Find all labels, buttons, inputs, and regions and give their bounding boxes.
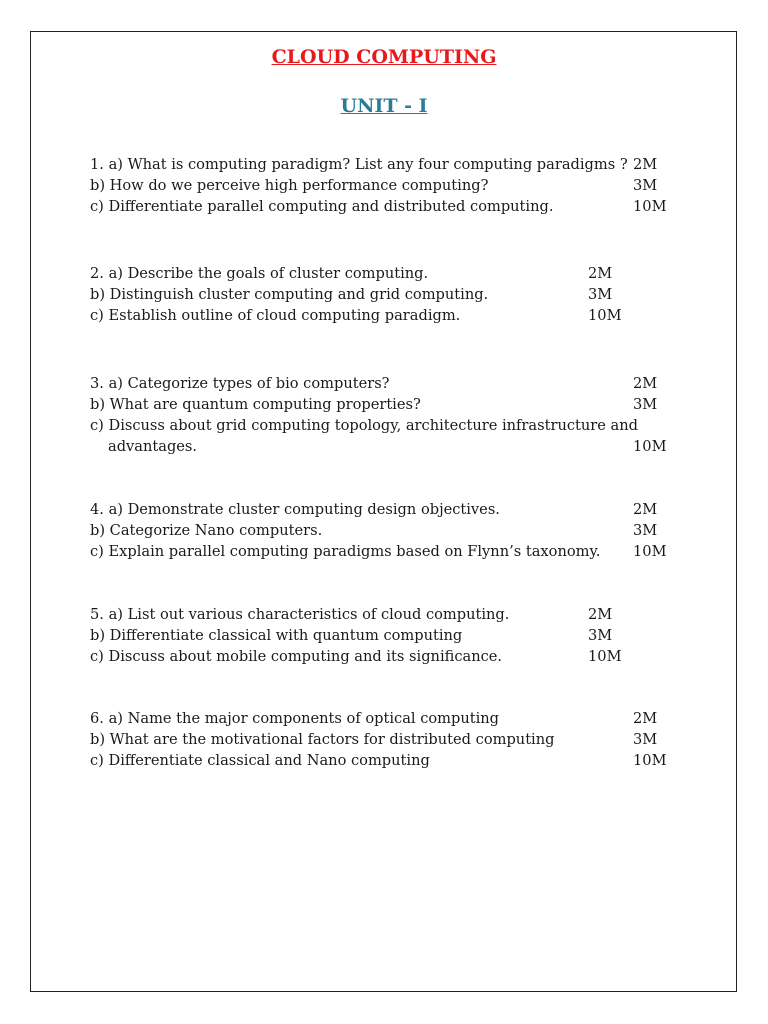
- question-3a-marks: 2M: [633, 375, 658, 392]
- question-6c-marks: 10M: [633, 752, 667, 769]
- question-3b-marks: 3M: [633, 396, 658, 413]
- question-4a-marks: 2M: [633, 501, 658, 518]
- question-5a-text: 5. a) List out various characteristics of cloud computing.: [90, 606, 510, 623]
- question-1c-marks: 10M: [633, 198, 667, 215]
- question-5a-marks: 2M: [588, 606, 613, 623]
- question-2a-marks: 2M: [588, 265, 613, 282]
- question-5c-text: c) Discuss about mobile computing and its significance.: [90, 648, 503, 665]
- question-3c-continuation: advantages.: [108, 438, 198, 455]
- question-3a-text: 3. a) Categorize types of bio computers?: [90, 375, 390, 392]
- question-5c-marks: 10M: [588, 648, 622, 665]
- question-6b-marks: 3M: [633, 731, 658, 748]
- question-3c-marks: 10M: [633, 438, 667, 455]
- question-2c-marks: 10M: [588, 307, 622, 324]
- question-6a-text: 6. a) Name the major components of optical computing: [90, 710, 500, 727]
- question-6a-marks: 2M: [633, 710, 658, 727]
- question-1c-text: c) Differentiate parallel computing and distributed computing.: [90, 198, 554, 215]
- question-1b-text: b) How do we perceive high performance computing?: [90, 177, 489, 194]
- question-1a-text: 1. a) What is computing paradigm? List any four computing paradigms ?: [90, 156, 628, 173]
- question-2b-text: b) Distinguish cluster computing and grid computing.: [90, 286, 489, 303]
- question-4c-marks: 10M: [633, 543, 667, 560]
- document-title: CLOUD COMPUTING: [271, 46, 497, 68]
- unit-heading: UNIT - I: [340, 95, 428, 117]
- question-6b-text: b) What are the motivational factors for distributed computing: [90, 731, 555, 748]
- question-4b-marks: 3M: [633, 522, 658, 539]
- question-3b-text: b) What are quantum computing properties?: [90, 396, 421, 413]
- question-5b-text: b) Differentiate classical with quantum computing: [90, 627, 463, 644]
- question-4a-text: 4. a) Demonstrate cluster computing design objectives.: [90, 501, 500, 518]
- question-4c-text: c) Explain parallel computing paradigms based on Flynn’s taxonomy.: [90, 543, 601, 560]
- question-1a-marks: 2M: [633, 156, 658, 173]
- question-1b-marks: 3M: [633, 177, 658, 194]
- question-2a-text: 2. a) Describe the goals of cluster computing.: [90, 265, 429, 282]
- question-4b-text: b) Categorize Nano computers.: [90, 522, 323, 539]
- question-2c-text: c) Establish outline of cloud computing paradigm.: [90, 307, 461, 324]
- question-6c-text: c) Differentiate classical and Nano computing: [90, 752, 430, 769]
- question-3c-text: c) Discuss about grid computing topology, architecture infrastructure and: [90, 417, 638, 434]
- question-5b-marks: 3M: [588, 627, 613, 644]
- question-2b-marks: 3M: [588, 286, 613, 303]
